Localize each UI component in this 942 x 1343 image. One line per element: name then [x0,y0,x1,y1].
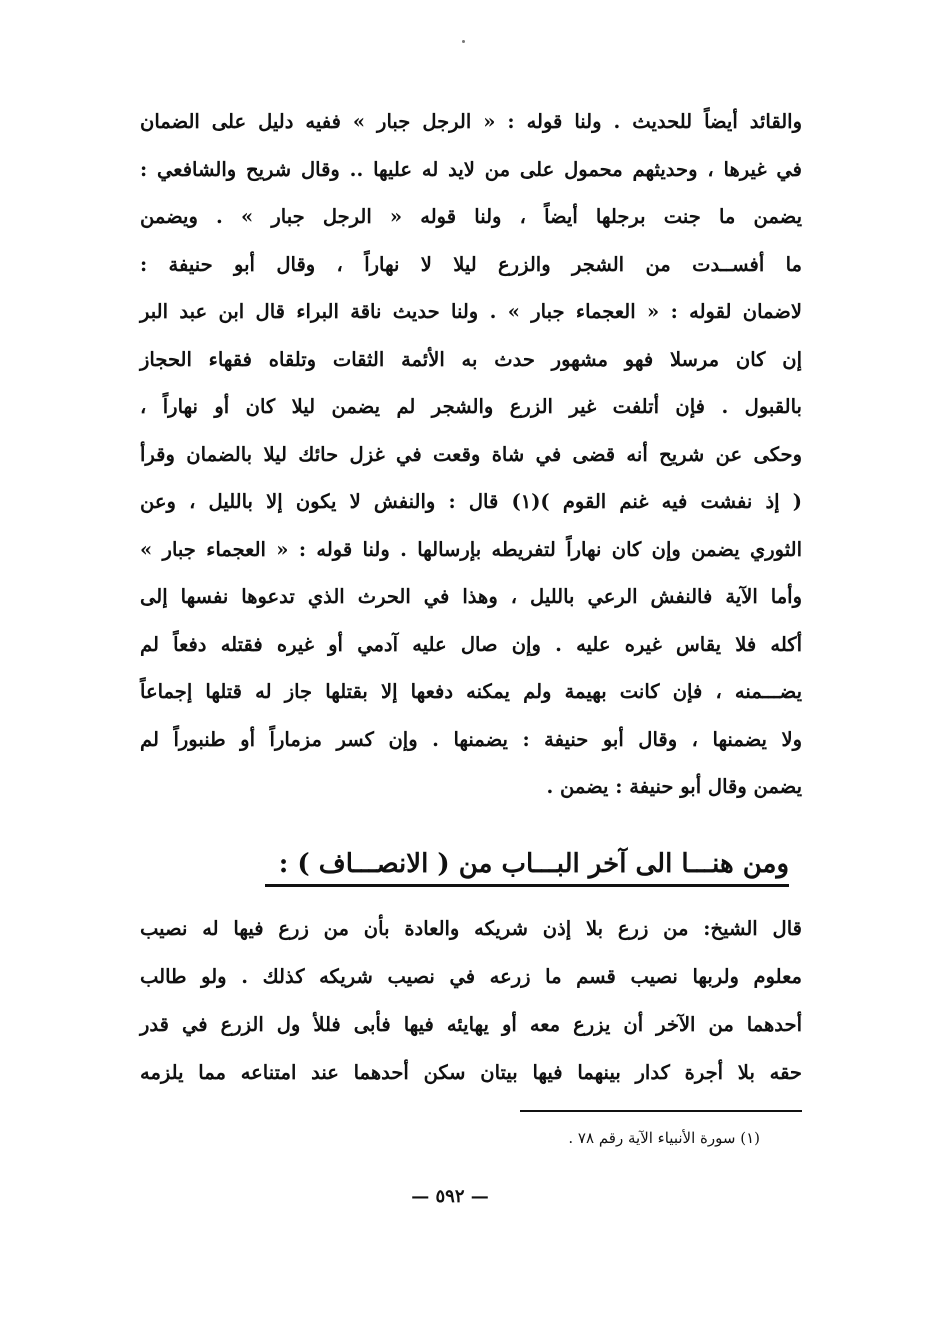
text-line: ما أفســدت من الشجر والزرع ليلا لا نهاراً ، وقال أبو حنيفة : [140,252,802,276]
text-line: في غيرها ، وحديثهم محمول على من لايد له عليها .. وقال شريح والشافعي : [140,157,802,181]
text-line: قال الشيخ: من زرع بلا إذن شريكه والعادة بأن من زرع فيها له نصيب [140,917,802,940]
section-heading: ومن هنـــا الى آخر البـــاب من ( الانصـــاف ) : [278,849,789,879]
text-line: ( إذ نفشت فيه غنم القوم )(١) قال : والنفش لا يكون إلا بالليل ، وعن [140,490,802,513]
text-line: لاضمان لقوله : « العجماء جبار » . ولنا حديث ناقة البراء قال ابن عبد البر [140,300,802,323]
text-line: حقه بلا أجرة كدار بينهما فيها بيتان سكن أحدهما عند امتناعه مما يلزمه [140,1061,802,1084]
text-line: بالقبول . فإن أتلفت غير الزرع والشجر لم يضمن ليلا كان أو نهاراً ، [140,395,802,418]
footnote: (١) سورة الأنبياء الآية رقم ٧٨ . [568,1129,760,1147]
text-line: يضمن وقال أبو حنيفة : يضمن . [546,775,802,798]
main-text-block [140,98,802,811]
text-line: أكله فلا يقاس غيره عليه . وإن صال عليه آدمي أو غيره فقتله دفعاً لم [140,632,802,656]
text-line: والقائد أيضاً للحديث . ولنا قوله : « الرجل جبار » ففيه دليل على الضمان [140,110,802,133]
page-number: — ٥٩٢ — [411,1186,489,1207]
text-line: الثوري يضمن وإن كان نهاراً لتفريطه بإرسالها . ولنا قوله : « العجماء جبار » [140,537,802,561]
scan-speck [462,40,465,43]
text-line: يضـــمنه ، فإن كانت بهيمة ولم يمكنه دفعها إلا بقتلها جاز له قتلها إجماعاً [140,680,802,703]
text-line: معلوم ولربها نصيب قسم ما زرعه في نصيب شريكه كذلك . ولو طالب [140,965,802,988]
text-line: وحكى عن شريح أنه قضى في شاة وقعت في غزل حائك ليلا بالضمان وقرأ [140,442,802,466]
text-line: إن كان مرسلا فهو مشهور حدث به الأئمة الثقات وتلقاه فقهاء الحجاز [140,347,802,371]
text-line: يضمن ما جنت برجلها أيضاً ، ولنا قوله « الرجل جبار » . ويضمن [140,205,802,228]
heading-underline [265,884,789,887]
footnote-separator [520,1110,802,1112]
text-line: أحدهما من الآخر أن يزرع معه أو يهايئه فيها فأبى فللأ ول الزرع في قدر [140,1013,802,1036]
text-line: وأما الآية فالنفش الرعي بالليل ، وهذا في الحرث الذي تدعوها نفسها إلى [140,585,802,608]
second-text-block [140,905,802,1097]
text-line: ولا يضمنها ، وقال أبو حنيفة : يضمنها . وإن كسر مزماراً أو طنبوراً لم [140,727,802,751]
